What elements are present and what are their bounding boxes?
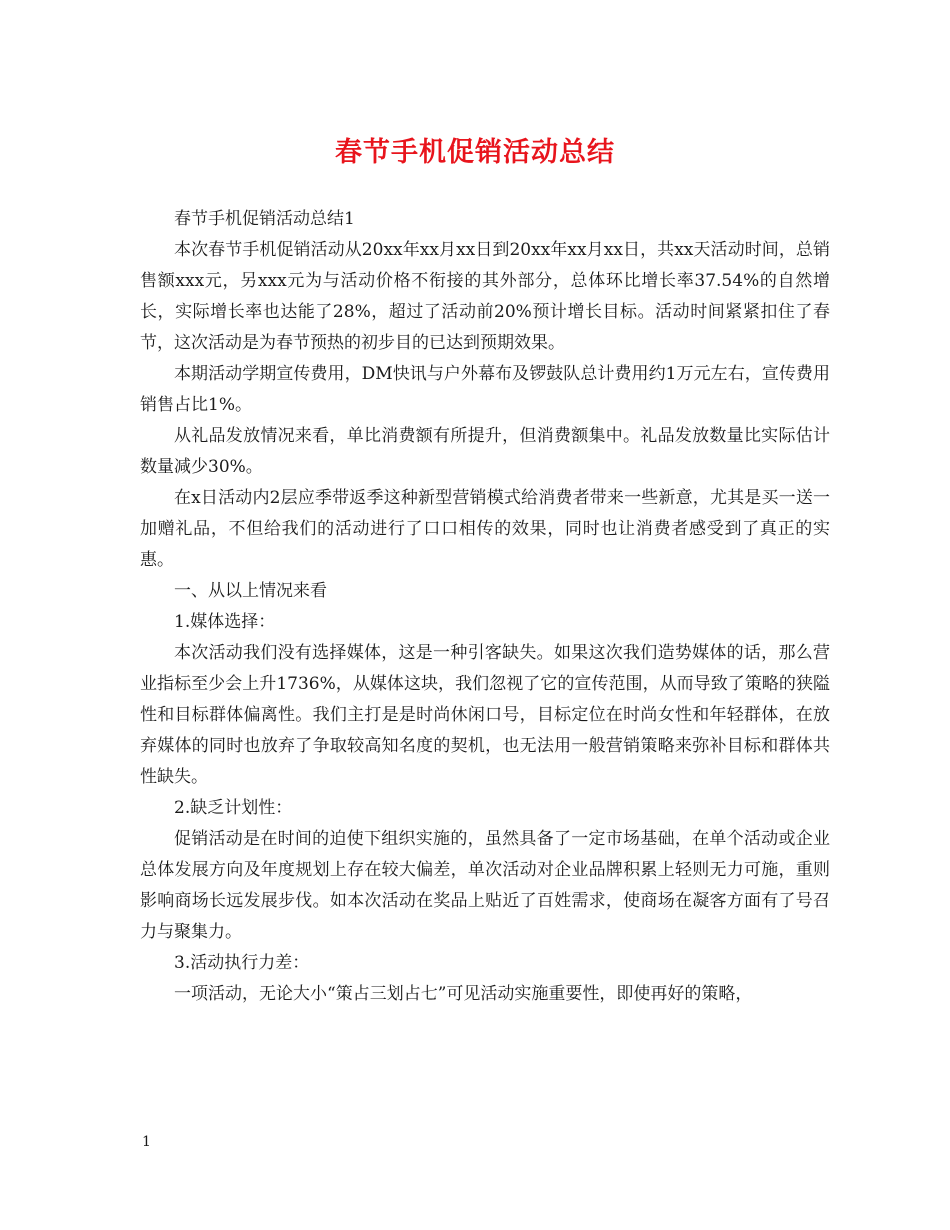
section-heading: 一、从以上情况来看	[174, 581, 327, 601]
paragraph: 从礼品发放情况来看，单比消费额有所提升，但消费额集中。礼品发放数量比实际估计数量减少30%。	[140, 426, 830, 477]
paragraph: 本次春节手机促销活动从20xx年xx月xx日到20xx年xx月xx日，共xx天活动时间，总销售额xxx元，另xxx元为与活动价格不衔接的其外部分，总体环比增长率37.54%的自然增长，实际增长率也达能了28%，超过了活动前20%预计增长目标。活动时间紧紧扣住了春节，这次活动是为春节预热的初步目的已达到预期效果。	[140, 240, 830, 353]
paragraph: 促销活动是在时间的迫使下组织实施的，虽然具备了一定市场基础，在单个活动或企业总体发展方向及年度规划上存在较大偏差，单次活动对企业品牌积累上轻则无力可施，重则影响商场长远发展步伐。如本次活动在奖品上贴近了百姓需求，使商场在凝客方面有了号召力与聚集力。	[140, 829, 830, 942]
page-number: 1	[142, 1134, 151, 1150]
paragraph: 本期活动学期宣传费用，DM快讯与户外幕布及锣鼓队总计费用约1万元左右，宣传费用销售占比1%。	[140, 364, 830, 415]
document-body	[140, 204, 830, 1010]
paragraph: 一项活动，无论大小“策占三划占七”可见活动实施重要性，即使再好的策略，	[174, 984, 753, 1004]
subheading: 2.缺乏计划性：	[174, 798, 293, 818]
subheading: 3.活动执行力差：	[174, 953, 310, 973]
subheading: 1.媒体选择：	[174, 612, 276, 632]
document-title: 春节手机促销活动总结	[335, 137, 615, 168]
paragraph: 本次活动我们没有选择媒体，这是一种引客缺失。如果这次我们造势媒体的话，那么营业指标至少会上升1736%，从媒体这块，我们忽视了它的宣传范围，从而导致了策略的狭隘性和目标群体偏离性。我们主打是是时尚休闲口号，目标定位在时尚女性和年轻群体，在放弃媒体的同时也放弃了争取较高知名度的契机，也无法用一般营销策略来弥补目标和群体共性缺失。	[140, 643, 830, 787]
section-heading: 春节手机促销活动总结1	[174, 209, 355, 229]
paragraph: 在x日活动内2层应季带返季这种新型营销模式给消费者带来一些新意，尤其是买一送一加赠礼品，不但给我们的活动进行了口口相传的效果，同时也让消费者感受到了真正的实惠。	[140, 488, 830, 570]
